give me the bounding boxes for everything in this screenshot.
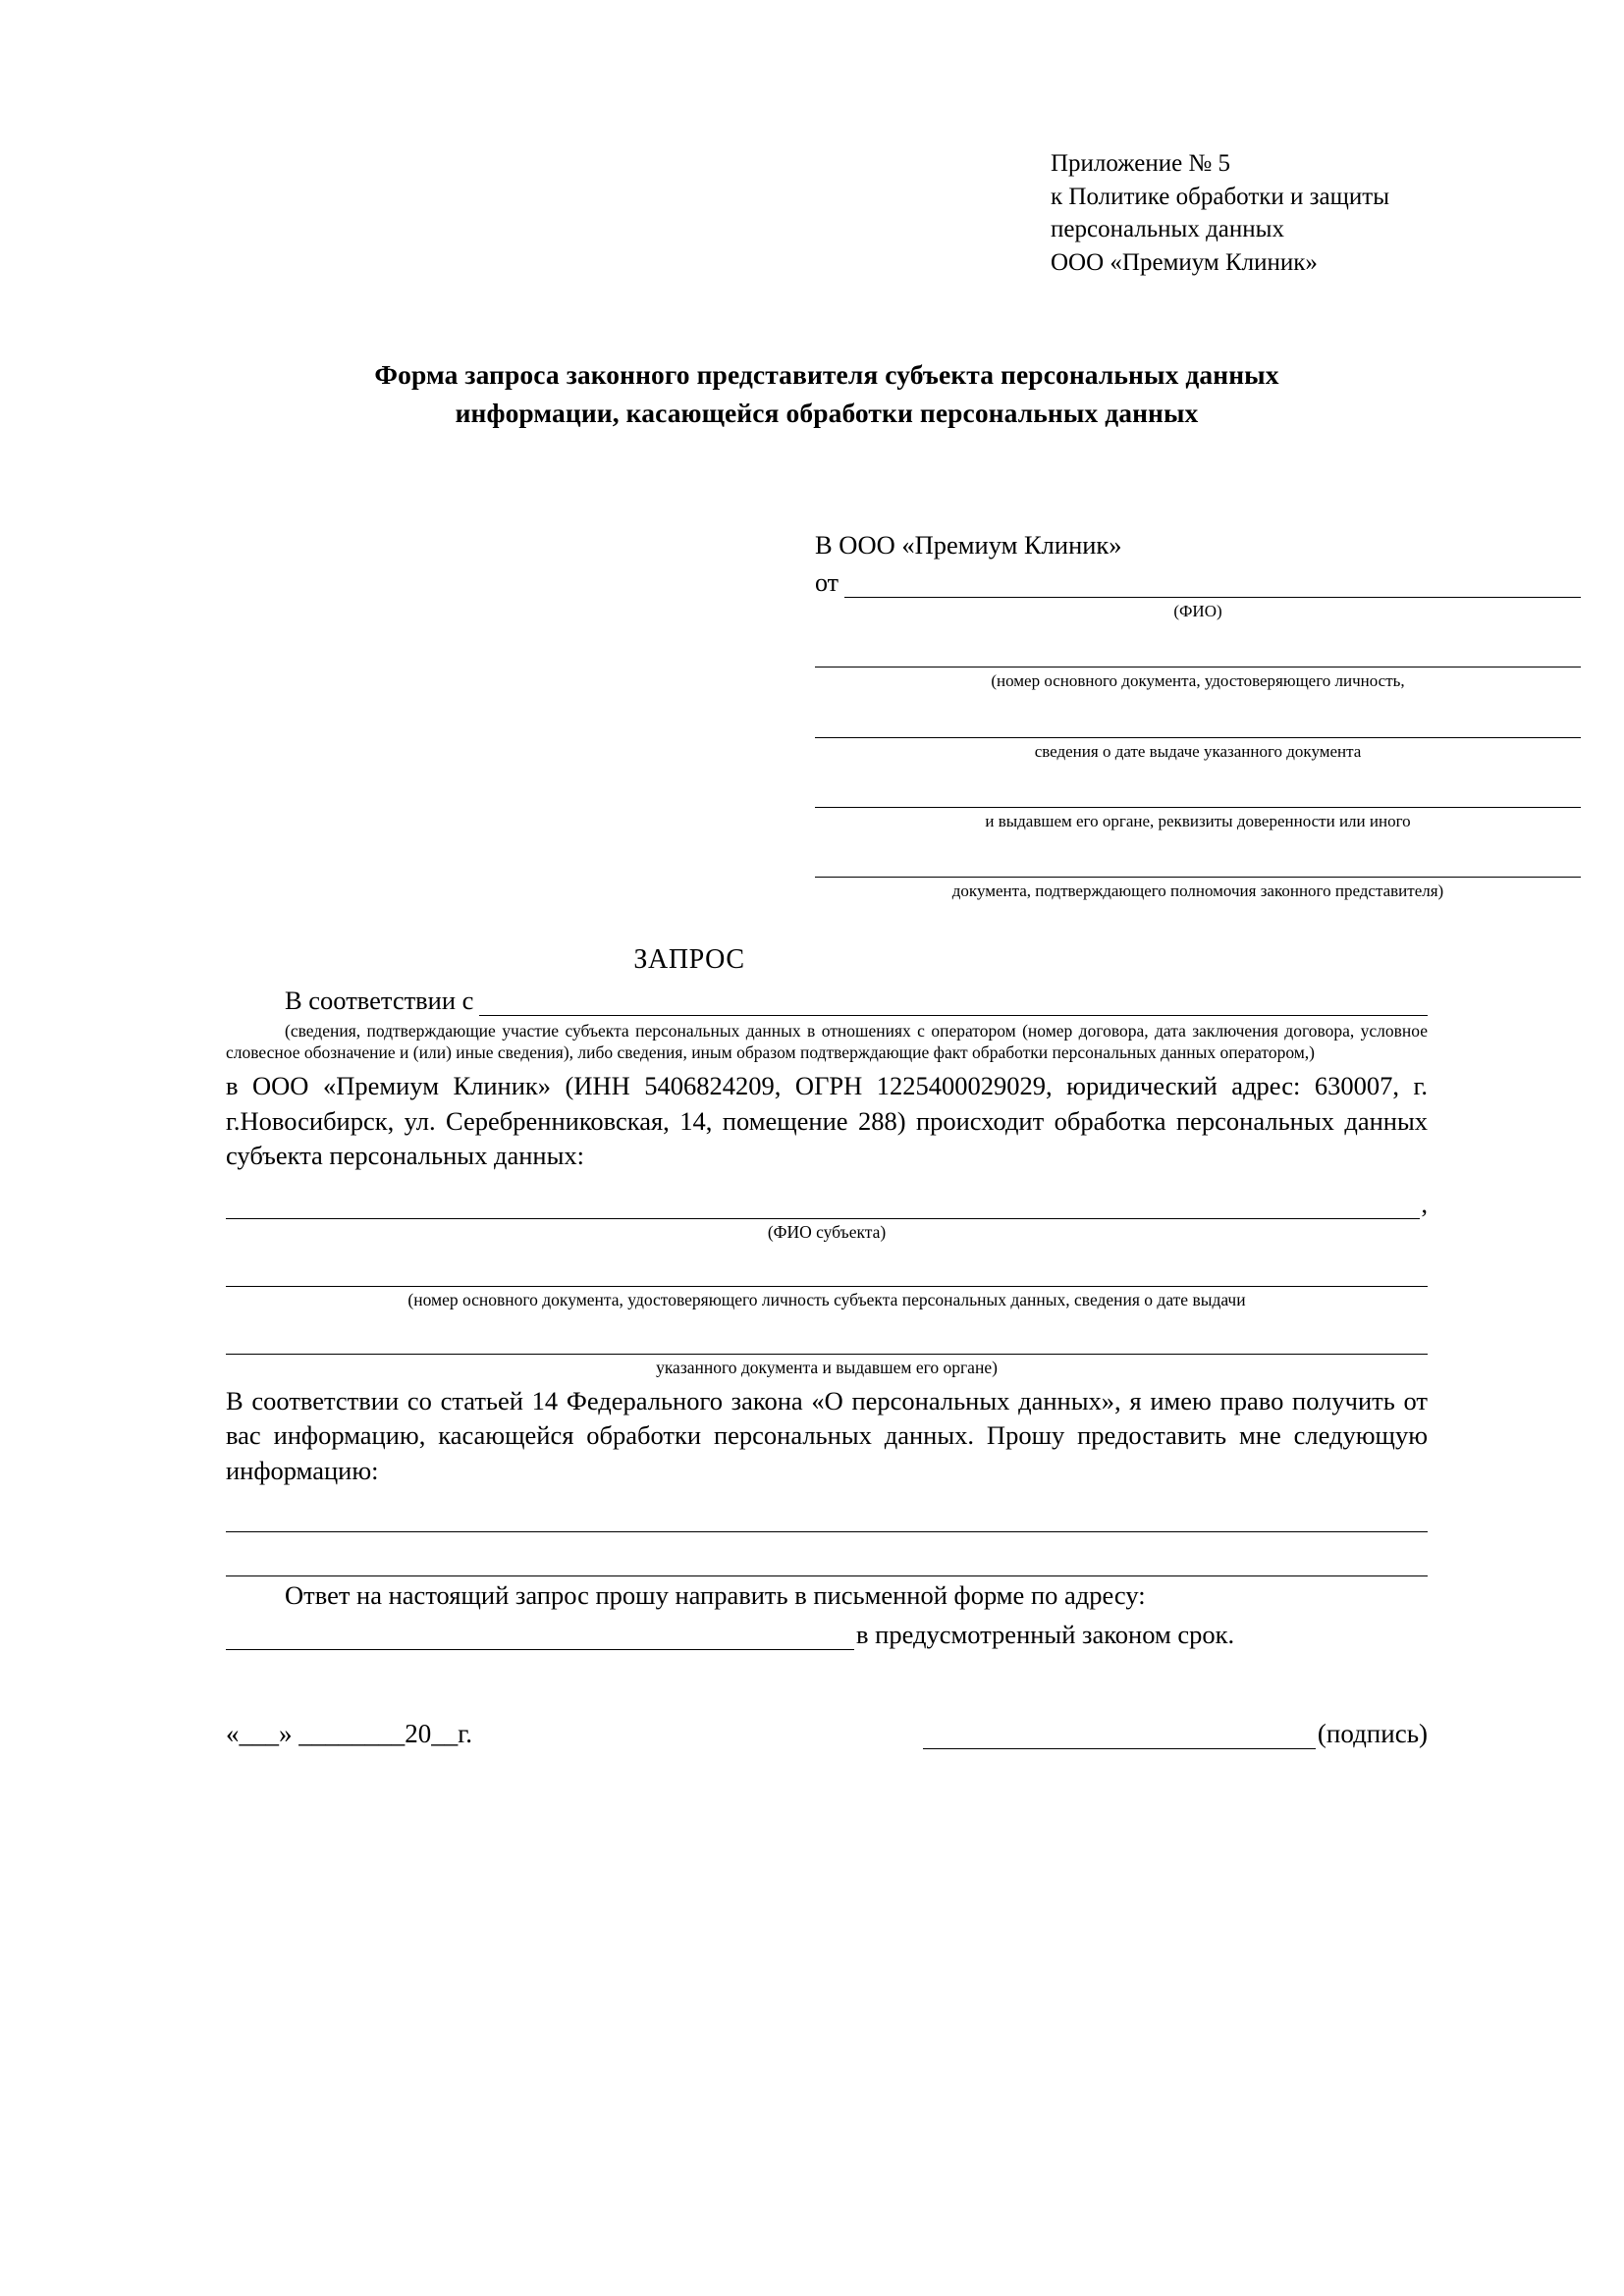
from-field-row: [815, 568, 1581, 598]
answer-address-tail: в предусмотренный законом срок.: [856, 1619, 1235, 1649]
page-title: [226, 355, 1428, 432]
info-request-input-2[interactable]: [226, 1548, 1428, 1576]
in-accordance-input[interactable]: [479, 991, 1428, 1016]
appendix-line-3: персональных данных: [1051, 216, 1284, 242]
answer-address-row: [226, 1620, 1428, 1650]
caption-doc-authority: документа, подтверждающего полномочия законного представителя): [951, 881, 1444, 901]
subject-doc-input[interactable]: [226, 1258, 1428, 1287]
caption-fio: (ФИО): [1173, 602, 1222, 621]
addressee-block: [815, 530, 1581, 901]
appendix-line-4: ООО «Премиум Клиник»: [1051, 248, 1318, 276]
doc-authority-input[interactable]: [815, 851, 1581, 878]
signature-label: (подпись): [1317, 1718, 1428, 1748]
request-heading: ЗАПРОС: [633, 944, 745, 976]
signature-input[interactable]: [923, 1725, 1316, 1749]
doc-organ-field: [815, 781, 1581, 831]
info-request-field-1: [226, 1504, 1428, 1532]
law-paragraph: В соответствии со статьей 14 Федерального закона «О персональных данных», я имею право получить от вас информацию, касающейся обработки персональных данных. Прошу предоставить мне следующую информацию:: [226, 1385, 1428, 1485]
doc-date-field: [815, 712, 1581, 762]
doc-number-input[interactable]: [815, 641, 1581, 667]
caption-subject-doc-2: указанного документа и выдавшем его органе): [656, 1357, 998, 1377]
from-fio-input[interactable]: [844, 573, 1581, 598]
from-label: от: [815, 568, 839, 598]
doc-authority-field: [815, 851, 1581, 901]
in-accordance-label: В соответствии с: [285, 986, 474, 1016]
info-request-input-1[interactable]: [226, 1504, 1428, 1532]
doc-organ-input[interactable]: [815, 781, 1581, 808]
signature-block: [226, 1719, 1428, 1749]
doc-date-input[interactable]: [815, 712, 1581, 738]
appendix-line-2: к Политике обработки и защиты: [1051, 183, 1390, 210]
caption-subject-doc: (номер основного документа, удостоверяющего личность субъекта персональных данных, сведения о дате выдачи: [407, 1289, 1246, 1309]
signature-date[interactable]: «___» ________20__г.: [226, 1718, 473, 1748]
organization-paragraph: в ООО «Премиум Клиник» (ИНН 5406824209, ОГРН 1225400029029, юридический адрес: 630007, г. г.Новосибирск, ул. Серебренниковская, 14, помещение 288) происходит обработка персональных данных субъекта персональных данных:: [226, 1071, 1428, 1171]
answer-paragraph: Ответ на настоящий запрос прошу направить в письменной форме по адресу:: [285, 1580, 1146, 1611]
subject-doc-input-2[interactable]: [226, 1326, 1428, 1355]
caption-subject-fio: (ФИО субъекта): [767, 1221, 887, 1242]
note-main: [226, 1020, 1428, 1063]
subject-fio-field: [226, 1190, 1428, 1243]
subject-doc-field: [226, 1258, 1428, 1310]
caption-doc-number: (номер основного документа, удостоверяющего личность,: [991, 671, 1405, 691]
note-main-text: (сведения, подтверждающие участие субъекта персональных данных в отношениях с оператором (номер договора, дата заключения договора, условное словесное обозначение и (или) иные сведения), либо сведения, иным образом подтверждающие факт обработки персональных данных оператором,): [226, 1021, 1428, 1063]
doc-number-field: [815, 641, 1581, 691]
subject-fio-comma: ,: [1421, 1189, 1428, 1218]
subject-fio-input[interactable]: [226, 1193, 1420, 1219]
subject-doc-field-2: [226, 1326, 1428, 1378]
answer-address-input[interactable]: [226, 1624, 854, 1650]
info-request-field-2: [226, 1548, 1428, 1576]
caption-doc-organ: и выдавшем его органе, реквизиты доверенности или иного: [985, 811, 1411, 830]
appendix-header: [1051, 147, 1502, 279]
signature-field: [819, 1719, 1428, 1749]
appendix-line-1: Приложение № 5: [1051, 150, 1231, 177]
page-title-line-1: Форма запроса законного представителя субъекта персональных данных: [374, 359, 1279, 390]
page-title-line-2: информации, касающейся обработки персональных данных: [455, 398, 1199, 429]
caption-doc-date: сведения о дате выдаче указанного документа: [1034, 741, 1362, 761]
addressee-organization: В ООО «Премиум Клиник»: [815, 530, 1122, 561]
in-accordance-row: [226, 986, 1428, 1016]
